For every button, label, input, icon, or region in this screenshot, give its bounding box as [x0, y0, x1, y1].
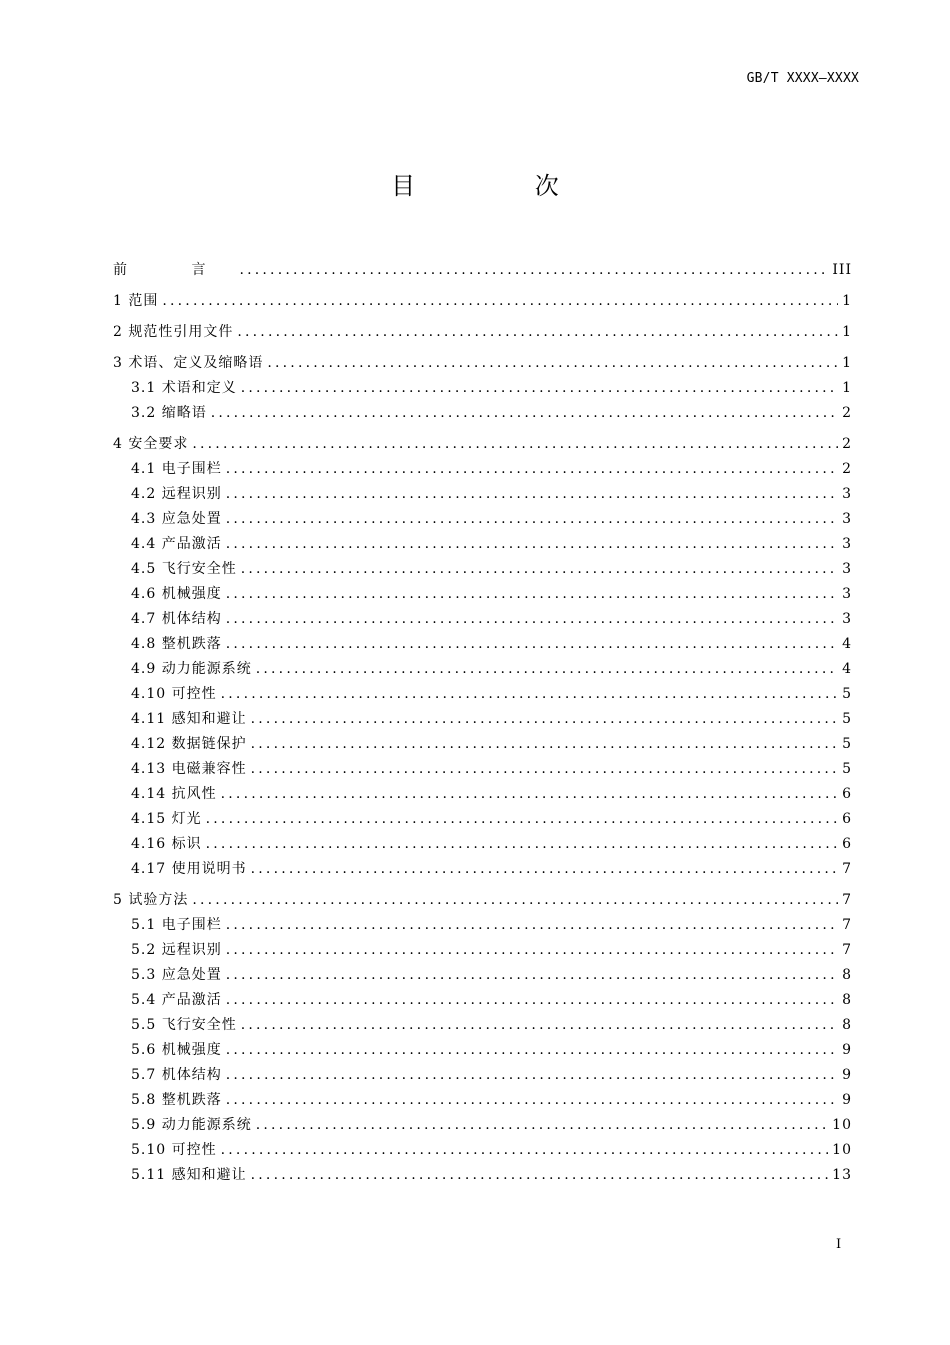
standard-code: GB/T XXXX—XXXX [746, 71, 859, 86]
toc-entry-label: 2 规范性引用文件 [113, 324, 234, 340]
toc-entry-page: 5 [842, 686, 852, 702]
toc-leader-dots [251, 707, 838, 732]
toc-entry-page: 1 [842, 293, 852, 309]
toc-leader-dots [226, 582, 838, 607]
toc-title: 目 次 [391, 172, 615, 200]
toc-entry-label: 4.2 远程识别 [131, 486, 222, 502]
toc-entry[interactable] [113, 432, 852, 457]
toc-entry-page: 4 [842, 636, 852, 652]
toc-entry-label: 4.9 动力能源系统 [131, 661, 252, 677]
toc-entry[interactable] [113, 782, 852, 807]
toc-leader-dots [239, 258, 828, 283]
toc-leader-dots [267, 351, 838, 376]
toc-entry[interactable] [113, 401, 852, 426]
toc-entry-page: 3 [842, 536, 852, 552]
toc-entry[interactable] [113, 938, 852, 963]
toc-entry[interactable] [113, 1063, 852, 1088]
toc-entry-page: III [832, 262, 852, 278]
toc-entry-page: 7 [842, 917, 852, 933]
toc-entry[interactable] [113, 632, 852, 657]
toc-entry[interactable] [113, 482, 852, 507]
toc-entry-page: 3 [842, 511, 852, 527]
toc-entry-label: 5.7 机体结构 [131, 1067, 222, 1083]
toc-entry-label: 5.3 应急处置 [131, 967, 222, 983]
toc-entry-page: 10 [832, 1142, 852, 1158]
toc-entry-page: 9 [842, 1042, 852, 1058]
toc-leader-dots [221, 682, 838, 707]
toc-entry-page: 1 [842, 355, 852, 371]
toc-entry[interactable] [113, 1113, 852, 1138]
toc-entry-label: 5.4 产品激活 [131, 992, 222, 1008]
toc-entry-label: 5.5 飞行安全性 [131, 1017, 237, 1033]
toc-entry[interactable] [113, 832, 852, 857]
toc-entry[interactable] [113, 1038, 852, 1063]
toc-leader-dots [251, 732, 838, 757]
toc-leader-dots [192, 888, 838, 913]
toc-entry[interactable] [113, 732, 852, 757]
toc-entry-label: 4.8 整机跌落 [131, 636, 222, 652]
toc-entry-page: 2 [842, 436, 852, 452]
toc-entry[interactable] [113, 557, 852, 582]
toc-entry-label: 4.11 感知和避让 [131, 711, 247, 727]
toc-entry-label: 4.14 抗风性 [131, 786, 217, 802]
toc-leader-dots [226, 1038, 838, 1063]
toc-entry-label: 4.13 电磁兼容性 [131, 761, 247, 777]
toc-leader-dots [226, 507, 838, 532]
toc-leader-dots [226, 632, 838, 657]
toc-entry-page: 1 [842, 324, 852, 340]
toc-entry-label: 5.2 远程识别 [131, 942, 222, 958]
toc-entry[interactable] [113, 857, 852, 882]
toc-entry-page: 4 [842, 661, 852, 677]
toc-entry[interactable] [113, 1163, 852, 1188]
toc-entry-label: 4.7 机体结构 [131, 611, 222, 627]
toc-entry[interactable] [113, 682, 852, 707]
toc-entry-label: 5.8 整机跌落 [131, 1092, 222, 1108]
toc-leader-dots [226, 938, 838, 963]
toc-entry-page: 5 [842, 711, 852, 727]
toc-entry[interactable] [113, 532, 852, 557]
toc-entry-label: 4.1 电子围栏 [131, 461, 222, 477]
toc-entry-page: 6 [842, 786, 852, 802]
toc-entry-label: 4.3 应急处置 [131, 511, 222, 527]
toc-entry-label: 5.1 电子围栏 [131, 917, 222, 933]
toc-leader-dots [226, 607, 838, 632]
toc-entry-page: 5 [842, 761, 852, 777]
toc-leader-dots [226, 532, 838, 557]
toc-entry[interactable] [113, 507, 852, 532]
toc-leader-dots [256, 657, 838, 682]
toc-entry-label: 5 试验方法 [113, 892, 189, 908]
toc-entry-label: 前 言 [113, 262, 236, 278]
toc-entry-label: 5.9 动力能源系统 [131, 1117, 252, 1133]
toc-entry-page: 7 [842, 942, 852, 958]
toc-entry-label: 4.17 使用说明书 [131, 861, 247, 877]
toc-entry[interactable] [113, 913, 852, 938]
toc-entry[interactable] [113, 963, 852, 988]
toc-leader-dots [226, 913, 838, 938]
toc-leader-dots [251, 857, 838, 882]
toc-leader-dots [226, 457, 838, 482]
toc-entry-page: 8 [842, 967, 852, 983]
toc-entry-page: 2 [842, 461, 852, 477]
toc-leader-dots [251, 1163, 829, 1188]
toc-entry-label: 4.5 飞行安全性 [131, 561, 237, 577]
toc-entry-page: 8 [842, 992, 852, 1008]
toc-leader-dots [226, 482, 838, 507]
toc-entry-label: 4.6 机械强度 [131, 586, 222, 602]
toc-leader-dots [206, 807, 838, 832]
toc-entry-page: 3 [842, 486, 852, 502]
toc-entry[interactable] [113, 376, 852, 401]
toc-entry-page: 3 [842, 561, 852, 577]
table-of-contents [113, 258, 852, 1188]
toc-leader-dots [256, 1113, 828, 1138]
toc-entry-label: 4 安全要求 [113, 436, 189, 452]
toc-leader-dots [221, 1138, 829, 1163]
toc-entry[interactable] [113, 320, 852, 345]
toc-entry-label: 1 范围 [113, 293, 159, 309]
toc-entry-label: 4.12 数据链保护 [131, 736, 247, 752]
toc-entry-page: 13 [832, 1167, 852, 1183]
toc-entry[interactable] [113, 1088, 852, 1113]
toc-entry-page: 7 [842, 892, 852, 908]
page-number: I [836, 1237, 842, 1252]
toc-leader-dots [241, 376, 838, 401]
toc-entry[interactable] [113, 988, 852, 1013]
toc-entry-label: 3.2 缩略语 [131, 405, 207, 421]
toc-entry[interactable] [113, 807, 852, 832]
toc-entry-label: 3 术语、定义及缩略语 [113, 355, 264, 371]
toc-entry-label: 4.4 产品激活 [131, 536, 222, 552]
toc-leader-dots [226, 1088, 838, 1113]
toc-entry-page: 10 [832, 1117, 852, 1133]
toc-entry[interactable] [113, 258, 852, 283]
toc-entry-page: 2 [842, 405, 852, 421]
toc-leader-dots [206, 832, 838, 857]
toc-entry-page: 9 [842, 1067, 852, 1083]
toc-leader-dots [237, 320, 838, 345]
toc-entry-page: 8 [842, 1017, 852, 1033]
toc-entry-page: 3 [842, 611, 852, 627]
toc-entry-page: 6 [842, 811, 852, 827]
toc-entry-label: 3.1 术语和定义 [131, 380, 237, 396]
toc-entry[interactable] [113, 582, 852, 607]
toc-entry-page: 9 [842, 1092, 852, 1108]
toc-entry[interactable] [113, 607, 852, 632]
toc-leader-dots [251, 757, 838, 782]
toc-entry[interactable] [113, 707, 852, 732]
toc-entry-page: 1 [842, 380, 852, 396]
toc-entry[interactable] [113, 657, 852, 682]
toc-leader-dots [226, 1063, 838, 1088]
toc-leader-dots [241, 557, 838, 582]
toc-entry-label: 4.10 可控性 [131, 686, 217, 702]
toc-leader-dots [162, 289, 838, 314]
toc-entry-label: 4.16 标识 [131, 836, 202, 852]
toc-entry[interactable] [113, 457, 852, 482]
toc-entry-page: 7 [842, 861, 852, 877]
toc-entry[interactable] [113, 289, 852, 314]
toc-leader-dots [241, 1013, 838, 1038]
toc-entry-label: 5.10 可控性 [131, 1142, 217, 1158]
toc-leader-dots [226, 988, 838, 1013]
toc-entry-page: 6 [842, 836, 852, 852]
toc-entry-label: 4.15 灯光 [131, 811, 202, 827]
toc-entry[interactable] [113, 1013, 852, 1038]
toc-entry[interactable] [113, 757, 852, 782]
toc-entry[interactable] [113, 1138, 852, 1163]
toc-entry-label: 5.6 机械强度 [131, 1042, 222, 1058]
toc-entry[interactable] [113, 351, 852, 376]
toc-entry[interactable] [113, 888, 852, 913]
toc-leader-dots [221, 782, 838, 807]
toc-leader-dots [192, 432, 838, 457]
toc-entry-page: 3 [842, 586, 852, 602]
toc-leader-dots [211, 401, 838, 426]
toc-leader-dots [226, 963, 838, 988]
toc-entry-page: 5 [842, 736, 852, 752]
toc-entry-label: 5.11 感知和避让 [131, 1167, 247, 1183]
